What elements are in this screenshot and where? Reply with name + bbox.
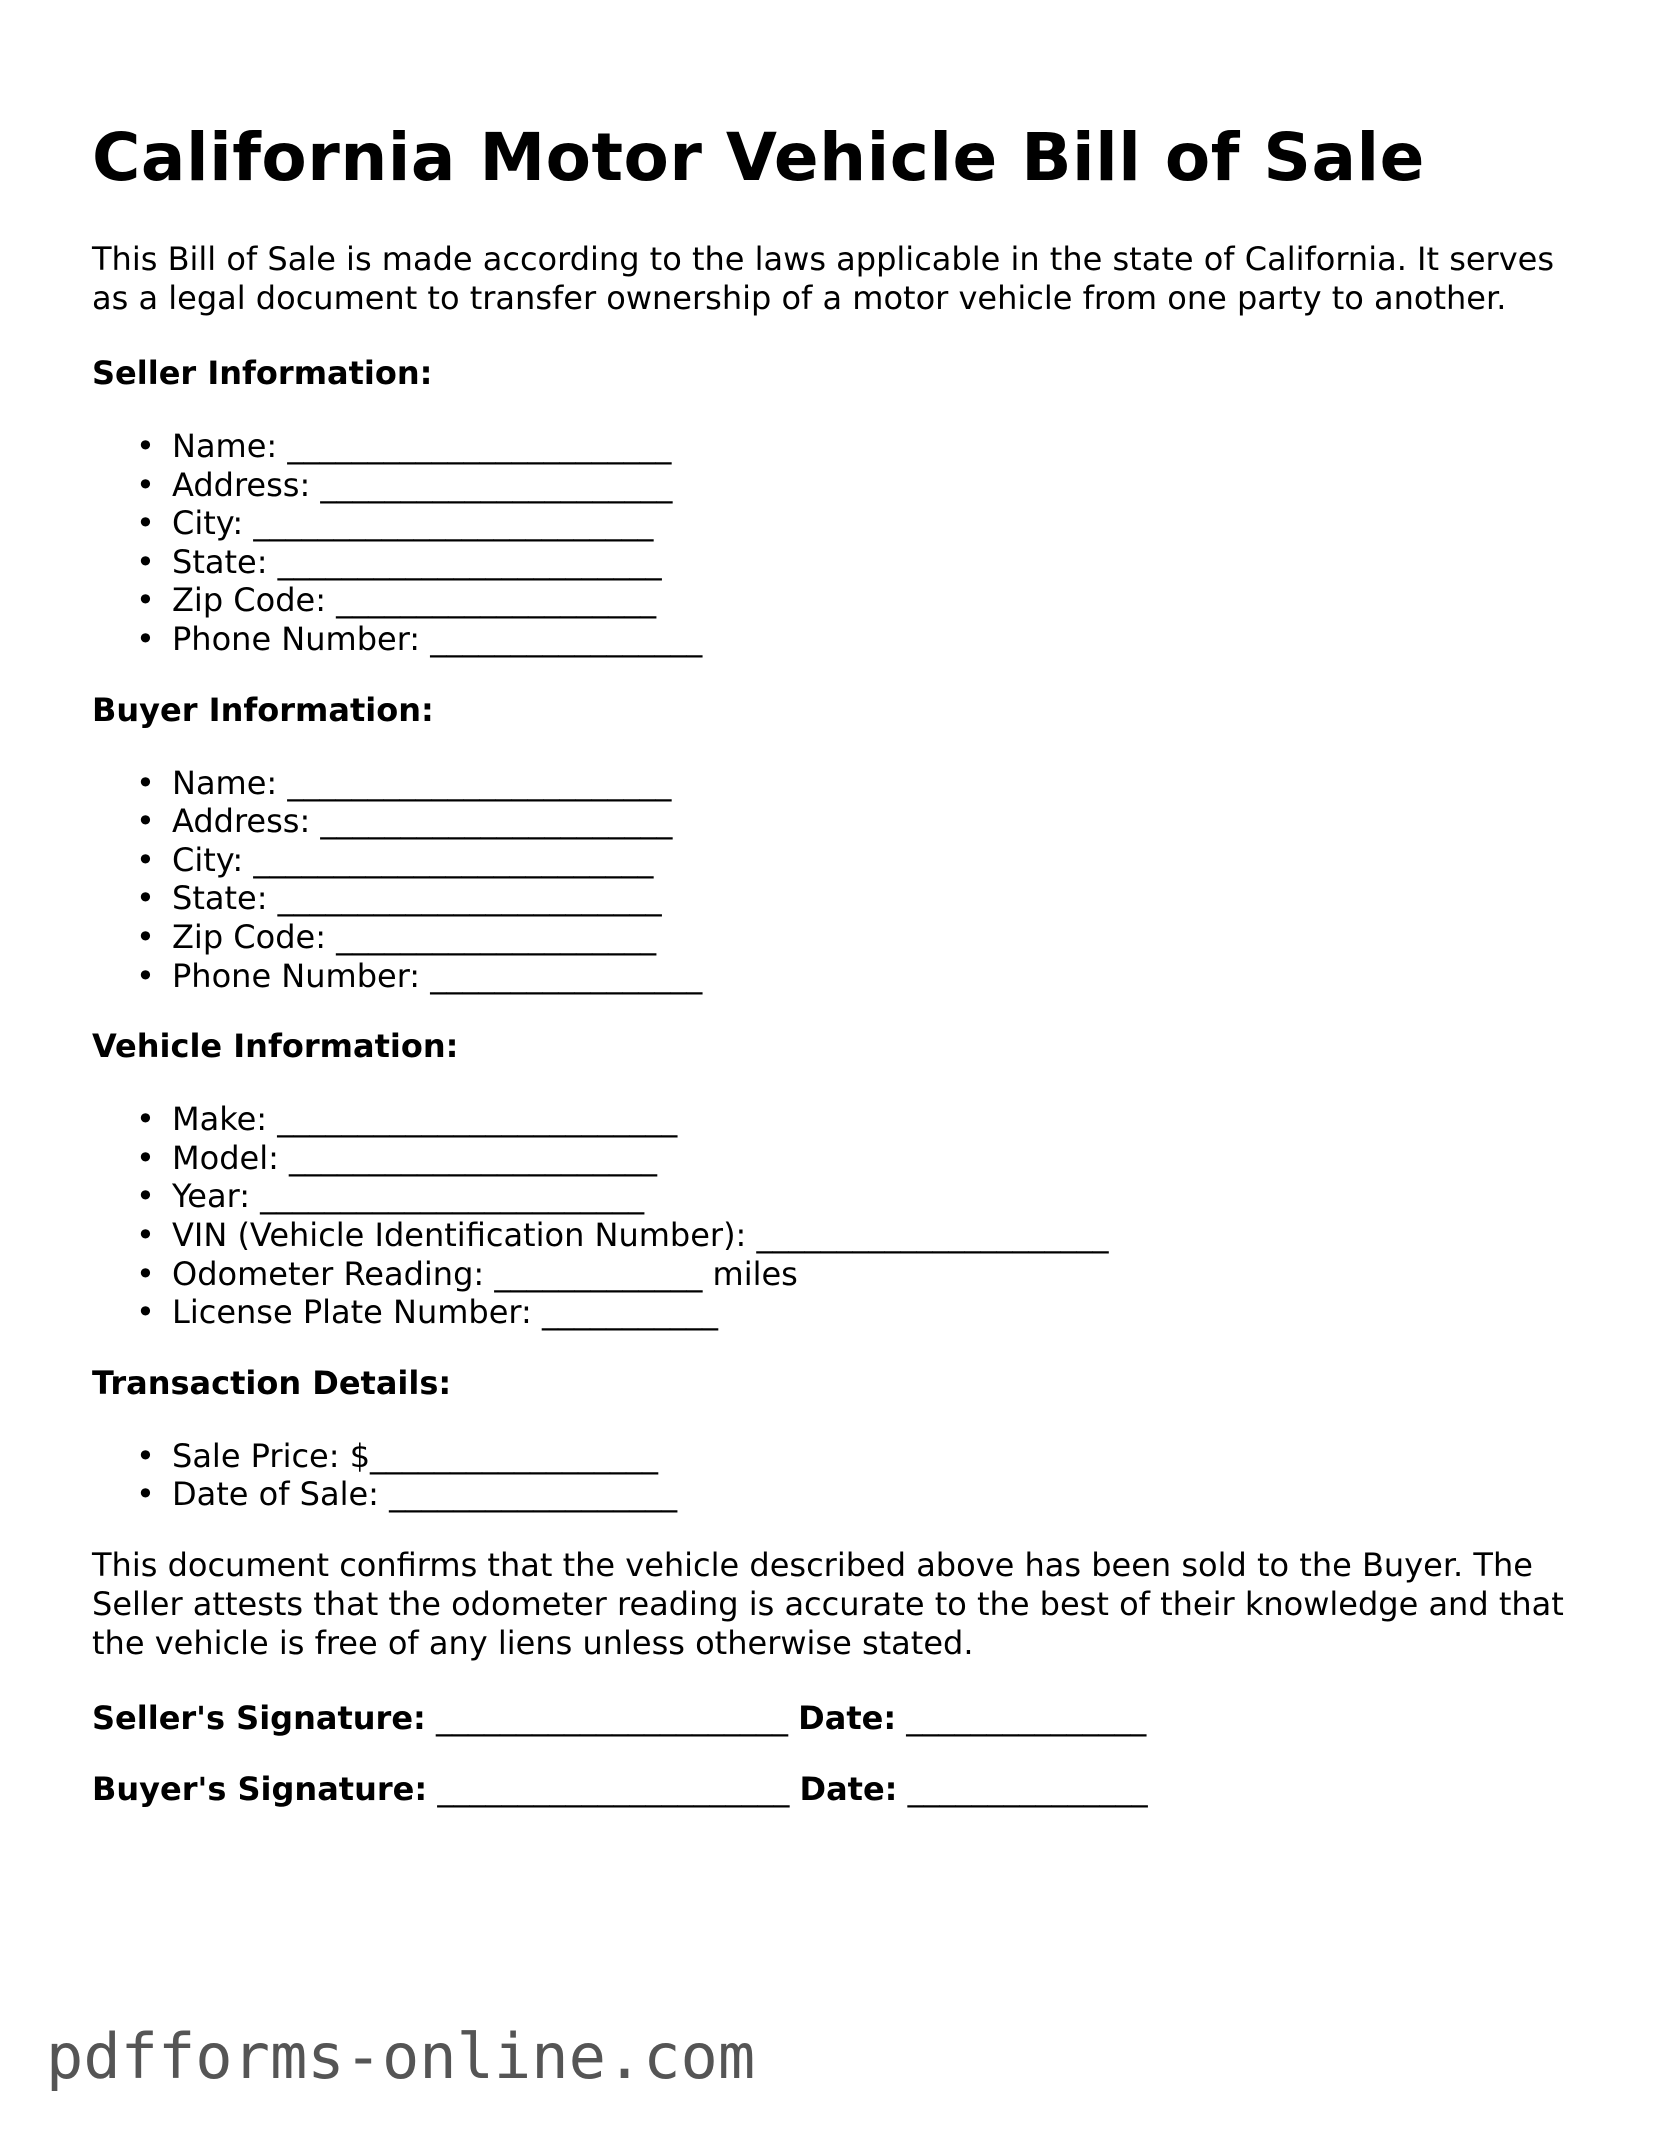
document-title: California Motor Vehicle Bill of Sale [92,119,1425,196]
confirmation-paragraph: This document confirms that the vehicle described above has been sold to the Buyer. The Seller attests that the odometer reading is accurate to the best of their knowledge and that the vehicle is free of any liens unless otherwise stated. [92,1545,1564,1662]
buyer-city-field[interactable]: • City: _________________________ [136,840,654,879]
watermark-text: pdfforms-online.com [46,2020,756,2093]
seller-heading: Seller Information: [92,354,433,392]
vehicle-make-field[interactable]: • Make: _________________________ [136,1100,678,1139]
sale-price-field[interactable]: • Sale Price: $__________________ [136,1436,659,1475]
document-page [92,118,1572,1841]
seller-address-field[interactable]: • Address: ______________________ [136,465,673,504]
vehicle-year-field[interactable]: • Year: ________________________ [136,1177,645,1216]
buyer-date-label: Date: [799,1769,898,1808]
seller-date-label: Date: [798,1698,897,1737]
vehicle-fields [92,1100,1572,1332]
buyer-fields [92,764,1572,996]
seller-name-field[interactable]: • Name: ________________________ [136,427,672,465]
vehicle-model-field[interactable]: • Model: _______________________ [136,1138,658,1177]
buyer-zip-field[interactable]: • Zip Code: ____________________ [136,917,657,956]
buyer-heading: Buyer Information: [92,690,434,729]
seller-zip-field[interactable]: • Zip Code: ____________________ [136,581,657,620]
buyer-name-field[interactable]: • Name: ________________________ [136,763,672,802]
sale-date-field[interactable]: • Date of Sale: __________________ [136,1475,678,1514]
buyer-signature-line[interactable] [92,1770,1572,1809]
vehicle-heading: Vehicle Information: [92,1027,459,1066]
vehicle-vin-field[interactable]: • VIN (Vehicle Identification Number): ______________________ [136,1215,1109,1254]
seller-state-field[interactable]: • State: ________________________ [136,542,662,581]
buyer-address-field[interactable]: • Address: ______________________ [136,802,673,841]
transaction-heading: Transaction Details: [92,1363,452,1402]
vehicle-plate-field[interactable]: • License Plate Number: ___________ [136,1293,718,1332]
buyer-signature-label: Buyer's Signature: [92,1769,428,1808]
transaction-fields [92,1437,1572,1514]
seller-fields [92,427,1572,659]
seller-signature-line[interactable] [92,1699,1572,1738]
seller-city-field[interactable]: • City: _________________________ [136,504,654,543]
buyer-date-blank[interactable]: _______________ [897,1769,1148,1808]
buyer-phone-field[interactable]: • Phone Number: _________________ [136,956,703,995]
seller-signature-label: Seller's Signature: [92,1698,426,1737]
buyer-state-field[interactable]: • State: ________________________ [136,879,662,918]
seller-phone-field[interactable]: • Phone Number: _________________ [136,619,703,658]
buyer-signature-blank[interactable]: ______________________ [427,1769,800,1808]
intro-paragraph: This Bill of Sale is made according to the laws applicable in the state of California. It serves as a legal document to transfer ownership of a motor vehicle from one party to another. [92,240,1554,317]
vehicle-odometer-field[interactable]: • Odometer Reading: _____________ miles [136,1254,798,1293]
seller-date-blank[interactable]: _______________ [896,1698,1147,1737]
seller-signature-blank[interactable]: ______________________ [425,1698,799,1737]
